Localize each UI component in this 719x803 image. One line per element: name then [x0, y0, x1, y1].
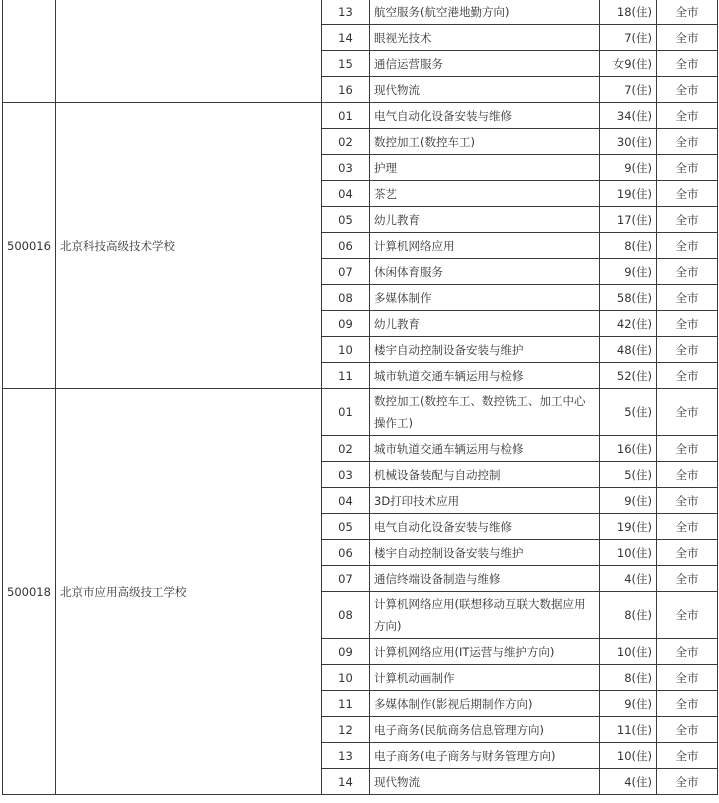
- enrollment-area: 全市: [657, 639, 718, 665]
- enrollment-count: 10(住): [600, 743, 657, 769]
- major-name: 现代物流: [370, 769, 600, 795]
- enrollment-area: 全市: [657, 566, 718, 592]
- enrollment-area: 全市: [657, 25, 718, 51]
- major-number: 01: [322, 103, 370, 129]
- school-name: [56, 0, 322, 103]
- enrollment-area: 全市: [657, 77, 718, 103]
- major-number: 05: [322, 207, 370, 233]
- school-code: 500018: [3, 389, 56, 795]
- school-code: 500016: [3, 103, 56, 389]
- major-number: 13: [322, 0, 370, 25]
- enrollment-count: 5(住): [600, 462, 657, 488]
- enrollment-area: 全市: [657, 51, 718, 77]
- major-name: 通信运营服务: [370, 51, 600, 77]
- enrollment-area: 全市: [657, 155, 718, 181]
- enrollment-area: 全市: [657, 665, 718, 691]
- major-name: 楼宇自动控制设备安装与维护: [370, 540, 600, 566]
- enrollment-area: 全市: [657, 103, 718, 129]
- major-number: 03: [322, 155, 370, 181]
- major-number: 14: [322, 769, 370, 795]
- major-number: 07: [322, 259, 370, 285]
- enrollment-area: 全市: [657, 129, 718, 155]
- enrollment-area: 全市: [657, 769, 718, 795]
- major-number: 13: [322, 743, 370, 769]
- enrollment-area: 全市: [657, 488, 718, 514]
- enrollment-area: 全市: [657, 311, 718, 337]
- major-number: 14: [322, 25, 370, 51]
- major-name: 眼视光技术: [370, 25, 600, 51]
- enrollment-count: 34(住): [600, 103, 657, 129]
- enrollment-area: 全市: [657, 181, 718, 207]
- major-name: 护理: [370, 155, 600, 181]
- enrollment-count: 8(住): [600, 592, 657, 639]
- major-name: 幼儿教育: [370, 207, 600, 233]
- enrollment-count: 4(住): [600, 566, 657, 592]
- enrollment-count: 9(住): [600, 691, 657, 717]
- major-number: 10: [322, 337, 370, 363]
- enrollment-count: 9(住): [600, 259, 657, 285]
- major-name: 通信终端设备制造与维修: [370, 566, 600, 592]
- enrollment-table-body: [3, 0, 718, 795]
- enrollment-count: 10(住): [600, 639, 657, 665]
- enrollment-area: 全市: [657, 462, 718, 488]
- major-number: 09: [322, 639, 370, 665]
- enrollment-count: 48(住): [600, 337, 657, 363]
- major-name: 电子商务(民航商务信息管理方向): [370, 717, 600, 743]
- enrollment-count: 9(住): [600, 488, 657, 514]
- enrollment-count: 11(住): [600, 717, 657, 743]
- major-name: 计算机动画制作: [370, 665, 600, 691]
- major-name: 多媒体制作: [370, 285, 600, 311]
- enrollment-area: 全市: [657, 389, 718, 436]
- major-name: 电子商务(电子商务与财务管理方向): [370, 743, 600, 769]
- enrollment-area: 全市: [657, 337, 718, 363]
- major-number: 07: [322, 566, 370, 592]
- major-number: 16: [322, 77, 370, 103]
- major-name: 幼儿教育: [370, 311, 600, 337]
- major-name: 计算机网络应用(联想移动互联大数据应用方向): [370, 592, 600, 639]
- major-number: 08: [322, 592, 370, 639]
- major-name: 现代物流: [370, 77, 600, 103]
- major-name: 计算机网络应用: [370, 233, 600, 259]
- enrollment-count: 7(住): [600, 77, 657, 103]
- major-name: 城市轨道交通车辆运用与检修: [370, 436, 600, 462]
- major-number: 09: [322, 311, 370, 337]
- major-number: 11: [322, 363, 370, 389]
- major-number: 08: [322, 285, 370, 311]
- major-number: 10: [322, 665, 370, 691]
- major-name: 茶艺: [370, 181, 600, 207]
- enrollment-count: 19(住): [600, 181, 657, 207]
- enrollment-area: 全市: [657, 207, 718, 233]
- enrollment-area: 全市: [657, 540, 718, 566]
- enrollment-area: 全市: [657, 259, 718, 285]
- major-name: 电气自动化设备安装与维修: [370, 514, 600, 540]
- enrollment-count: 30(住): [600, 129, 657, 155]
- major-name: 航空服务(航空港地勤方向): [370, 0, 600, 25]
- table-row: [3, 103, 718, 129]
- major-number: 04: [322, 488, 370, 514]
- enrollment-count: 女9(住): [600, 51, 657, 77]
- major-name: 电气自动化设备安装与维修: [370, 103, 600, 129]
- enrollment-area: 全市: [657, 514, 718, 540]
- major-number: 05: [322, 514, 370, 540]
- major-number: 11: [322, 691, 370, 717]
- enrollment-count: 58(住): [600, 285, 657, 311]
- major-name: 多媒体制作(影视后期制作方向): [370, 691, 600, 717]
- enrollment-count: 19(住): [600, 514, 657, 540]
- enrollment-area: 全市: [657, 592, 718, 639]
- enrollment-count: 10(住): [600, 540, 657, 566]
- enrollment-count: 16(住): [600, 436, 657, 462]
- major-name: 数控加工(数控车工): [370, 129, 600, 155]
- major-name: 楼宇自动控制设备安装与维护: [370, 337, 600, 363]
- enrollment-area: 全市: [657, 743, 718, 769]
- enrollment-count: 17(住): [600, 207, 657, 233]
- major-number: 06: [322, 540, 370, 566]
- enrollment-area: 全市: [657, 691, 718, 717]
- enrollment-count: 9(住): [600, 155, 657, 181]
- major-number: 03: [322, 462, 370, 488]
- major-name: 休闲体育服务: [370, 259, 600, 285]
- enrollment-area: 全市: [657, 233, 718, 259]
- major-number: 02: [322, 129, 370, 155]
- enrollment-count: 52(住): [600, 363, 657, 389]
- enrollment-area: 全市: [657, 363, 718, 389]
- major-name: 3D打印技术应用: [370, 488, 600, 514]
- enrollment-area: 全市: [657, 717, 718, 743]
- enrollment-count: 4(住): [600, 769, 657, 795]
- enrollment-count: 18(住): [600, 0, 657, 25]
- major-number: 06: [322, 233, 370, 259]
- major-number: 15: [322, 51, 370, 77]
- enrollment-area: 全市: [657, 436, 718, 462]
- major-number: 12: [322, 717, 370, 743]
- major-number: 02: [322, 436, 370, 462]
- enrollment-area: 全市: [657, 285, 718, 311]
- school-name: 北京科技高级技术学校: [56, 103, 322, 389]
- major-name: 机械设备装配与自动控制: [370, 462, 600, 488]
- school-code: [3, 0, 56, 103]
- table-row: [3, 0, 718, 25]
- enrollment-area: 全市: [657, 0, 718, 25]
- major-name: 计算机网络应用(IT运营与维护方向): [370, 639, 600, 665]
- table-row: [3, 389, 718, 436]
- enrollment-count: 8(住): [600, 665, 657, 691]
- enrollment-count: 7(住): [600, 25, 657, 51]
- enrollment-count: 5(住): [600, 389, 657, 436]
- enrollment-table: [2, 0, 718, 795]
- school-name: 北京市应用高级技工学校: [56, 389, 322, 795]
- major-number: 01: [322, 389, 370, 436]
- major-number: 04: [322, 181, 370, 207]
- major-name: 数控加工(数控车工、数控铣工、加工中心操作工): [370, 389, 600, 436]
- enrollment-count: 42(住): [600, 311, 657, 337]
- enrollment-count: 8(住): [600, 233, 657, 259]
- major-name: 城市轨道交通车辆运用与检修: [370, 363, 600, 389]
